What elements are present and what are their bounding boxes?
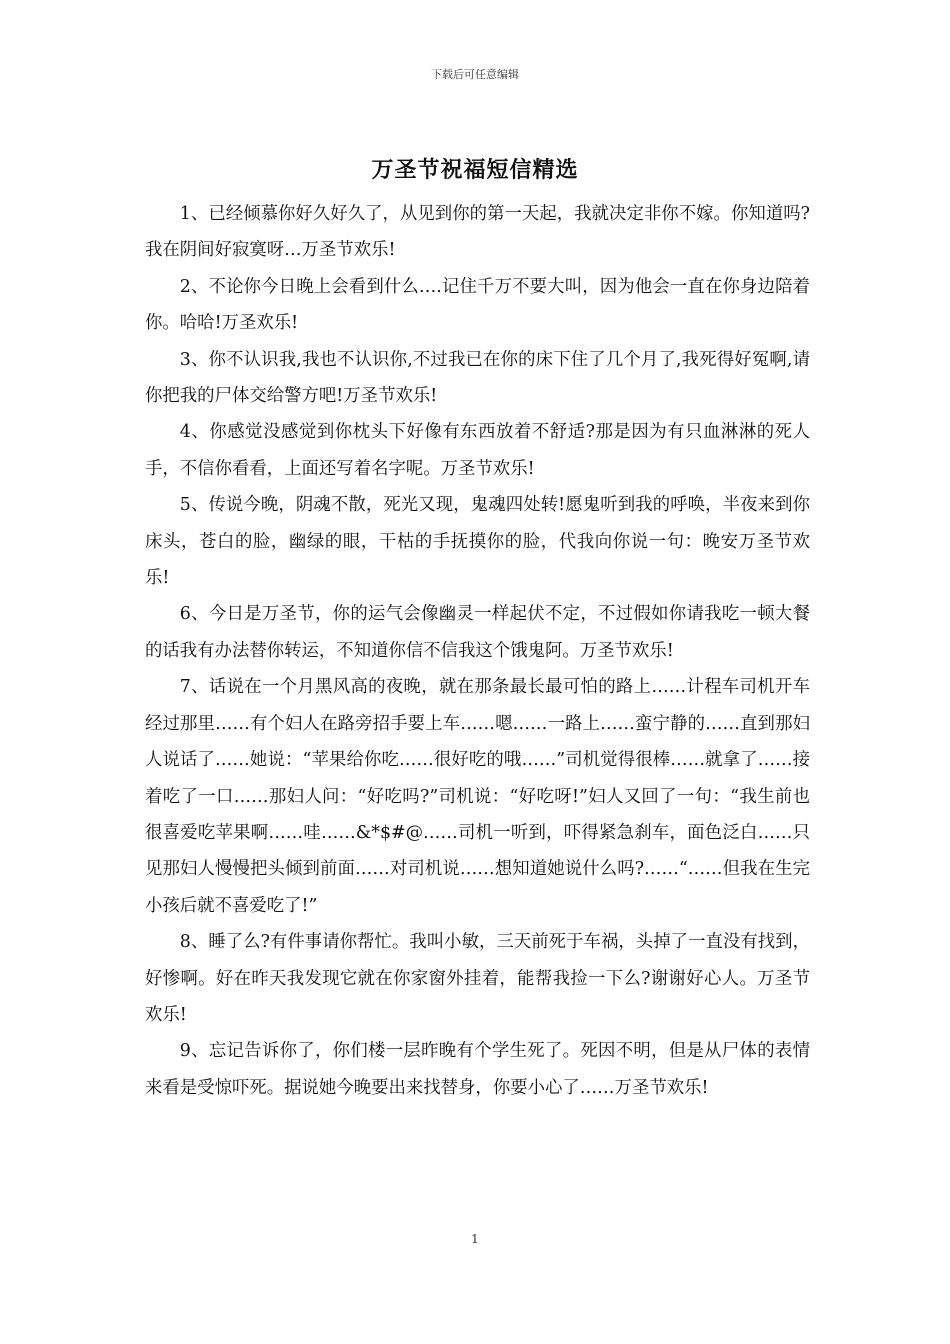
paragraph-8: 8、睡了么?有件事请你帮忙。我叫小敏，三天前死于车祸，头掉了一直没有找到，好惨啊。好在昨天我发现它就在你家窗外挂着，能帮我捡一下么?谢谢好心人。万圣节欢乐! <box>145 932 810 1025</box>
document-title: 万圣节祝福短信精选 <box>371 158 579 183</box>
paragraph-2: 2、不论你今日晚上会看到什么….记住千万不要大叫，因为他会一直在你身边陪着你。哈哈!万圣欢乐! <box>145 276 810 334</box>
header-note: 下载后可任意编辑 <box>431 68 519 81</box>
paragraph-4: 4、你感觉没感觉到你枕头下好像有东西放着不舒适?那是因为有只血淋淋的死人手，不信你看看，上面还写着名字呢。万圣节欢乐! <box>145 422 810 479</box>
paragraph-5: 5、传说今晚，阴魂不散，死光又现，鬼魂四处转!愿鬼听到我的呼唤，半夜来到你床头，苍白的脸，幽绿的眼，干枯的手抚摸你的脸，代我向你说一句：晚安万圣节欢乐! <box>145 495 810 589</box>
paragraph-1: 1、已经倾慕你好久好久了，从见到你的第一天起，我就决定非你不嫁。你知道吗?我在阴间好寂寞呀…万圣节欢乐! <box>145 204 810 261</box>
paragraph-6: 6、今日是万圣节，你的运气会像幽灵一样起伏不定，不过假如你请我吃一顿大餐的话我有办法替你转运，不知道你信不信我这个饿鬼阿。万圣节欢乐! <box>145 604 810 661</box>
paragraph-9: 9、忘记告诉你了，你们楼一层昨晚有个学生死了。死因不明，但是从尸体的表情来看是受惊吓死。据说她今晚要出来找替身，你要小心了……万圣节欢乐! <box>145 1041 810 1098</box>
page-number: 1 <box>471 1232 479 1246</box>
paragraph-7: 7、话说在一个月黑风高的夜晚，就在那条最长最可怕的路上……计程车司机开车经过那里……有个妇人在路旁招手要上车……嗯……一路上……蛮宁静的……直到那妇人说话了……她说：“苹果给你吃……很好吃的哦……”司机觉得很棒……就拿了……接着吃了一口……那妇人问：“好吃吗?”司机说：“好吃呀!”妇人又回了一句：“我生前也很喜爱吃苹果啊……哇……&*$#@……司机一听到，吓得紧急刹车，面色泛白……只见那妇人慢慢把头倾到前面……对司机说……想知道她说什么吗?……“……但我在生完小孩后就不喜爱吃了!” <box>145 677 810 916</box>
document-body <box>145 196 810 1106</box>
paragraph-3: 3、你不认识我,我也不认识你,不过我已在你的床下住了几个月了,我死得好冤啊,请你把我的尸体交给警方吧!万圣节欢乐! <box>145 349 810 407</box>
